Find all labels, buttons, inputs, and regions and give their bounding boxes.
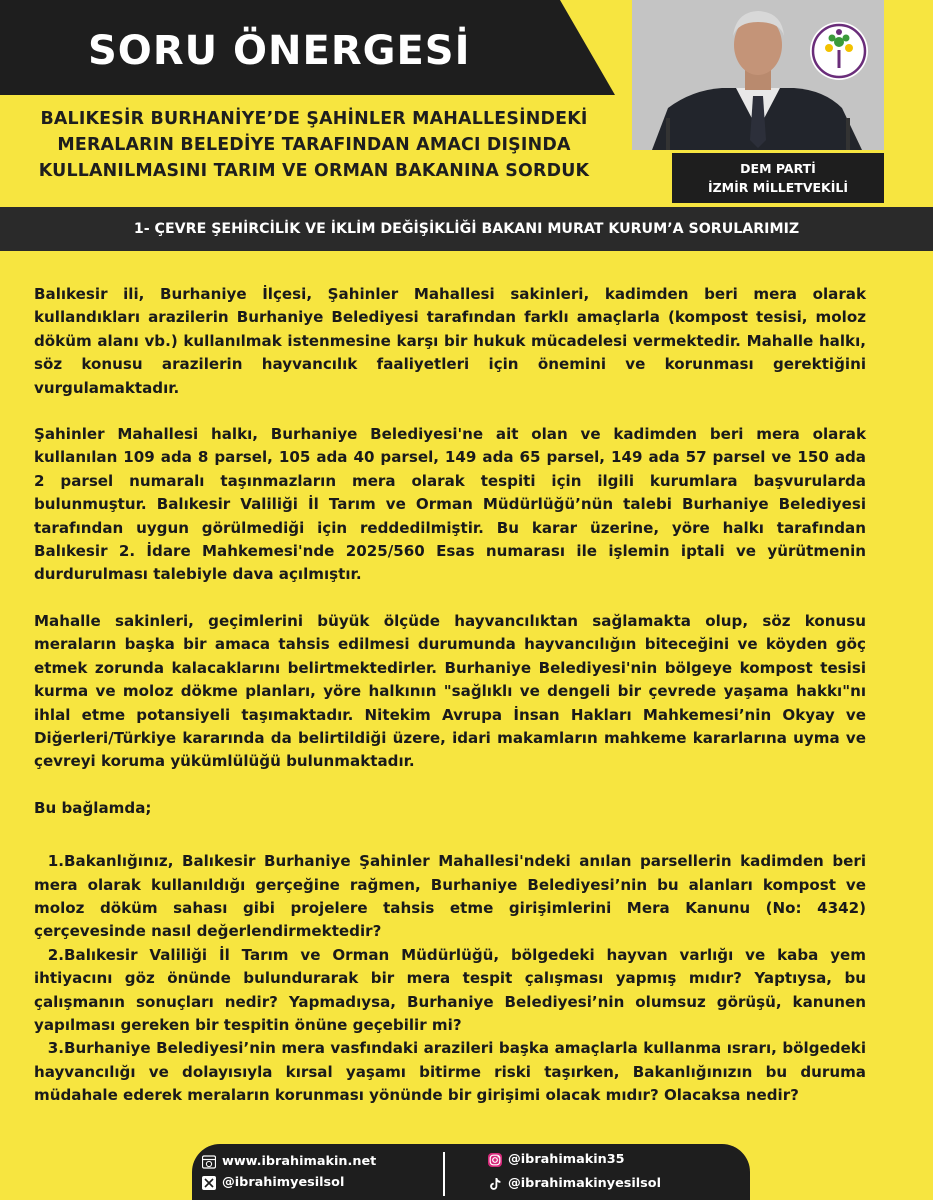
party-logo (808, 20, 870, 82)
footer-contacts (192, 1144, 750, 1200)
question-text: Burhaniye Belediyesi’nin mera vasfındaki arazileri başka amaçlarla kullanma ısrarı, bölgedeki hayvancılığı ve dolayısıyla kırsal yaşamı bitirme riski taşırken, Bakanlığınızın bu duruma müdahale ederek meraların korunması yönünde bir girişimi olacak mıdır? Olacaksa nedir? (34, 1039, 866, 1105)
website-text: www.ibrahimakin.net (222, 1154, 377, 1169)
x-logo-icon (202, 1176, 216, 1190)
instagram-text: @ibrahimakin35 (508, 1152, 625, 1167)
mp-badge (672, 153, 884, 203)
mp-title: İZMİR MİLLETVEKİLİ (707, 180, 849, 195)
question-item (34, 850, 866, 944)
document-body (34, 283, 866, 1108)
globe-icon (202, 1155, 216, 1169)
tiktok-link[interactable] (488, 1176, 661, 1191)
paragraph-1: Balıkesir ili, Burhaniye İlçesi, Şahinler Mahallesi sakinleri, kadimden beri mera olarak kullandıkları arazilerin Burhaniye Belediyesi tarafından farklı amaçlarla (kompost tesisi, moloz döküm alanı vb.) kullanılmak istenmesine karşı bir hukuk mücadelesi vermektedir. Mahalle halkı, söz konusu arazilerin hayvancılık faaliyetleri için önemini ve korunması gerektiğini vurgulamaktadır. (34, 285, 866, 397)
lead-text: Bu bağlamda; (34, 798, 152, 817)
question-number: 3. (47, 1039, 64, 1058)
website-link[interactable] (202, 1154, 376, 1169)
tiktok-icon (488, 1177, 502, 1191)
question-item (34, 944, 866, 1038)
footer-divider (443, 1152, 445, 1196)
question-text: Bakanlığınız, Balıkesir Burhaniye Şahinler Mahallesi'ndeki anılan parsellerin kadimden beri mera olarak kullanıldığı gerçeğine rağmen, Burhaniye Belediyesi’nin bu alanları kompost ve moloz döküm sahası gibi projelere tahsis etme girişimlerini Mera Kanunu (No: 4342) çerçevesinde nasıl değerlendirmektedir? (34, 852, 866, 941)
tiktok-text: @ibrahimakinyesilsol (508, 1176, 661, 1191)
headline-line-1: BALIKESİR BURHANİYE’DE ŞAHİNLER MAHALLESİNDEKİ (40, 109, 588, 129)
headline-line-2: MERALARIN BELEDİYE TARAFINDAN AMACI DIŞINDA (57, 135, 571, 155)
page-title: SORU ÖNERGESİ (88, 28, 471, 74)
question-number: 2. (47, 945, 64, 964)
instagram-link[interactable] (488, 1152, 625, 1167)
subheading-bar: 1- ÇEVRE ŞEHİRCİLİK VE İKLİM DEĞİŞİKLİĞİ BAKANI MURAT KURUM’A SORULARIMIZ (0, 207, 933, 251)
party-name: DEM PARTİ (740, 161, 816, 176)
instagram-icon (488, 1153, 502, 1167)
headline (0, 106, 628, 184)
question-list (34, 850, 866, 1107)
question-text: Balıkesir Valiliği İl Tarım ve Orman Müdürlüğü, bölgedeki hayvan varlığı ve kaba yem ihtiyacını göz önünde bulundurarak bir mera tespit çalışması yapmış mıdır? Yaptıysa, bu çalışmanın sonuçları nedir? Yapmadıysa, Burhaniye Belediyesi’nin olumsuz görüşü, kanunen yapılması gereken bir tespitin önüne geçebilir mi? (34, 945, 866, 1034)
x-link[interactable] (202, 1175, 344, 1190)
paragraph-2: Şahinler Mahallesi halkı, Burhaniye Belediyesi'ne ait olan ve kadimden beri mera olarak kullanılan 109 ada 8 parsel, 105 ada 40 parsel, 149 ada 65 parsel, 149 ada 57 parsel ve 150 ada 2 parsel numaralı taşınmazların mera olarak tespiti için ilgili kurumlara başvurularda bulunmuştur. Balıkesir Valiliği İl Tarım ve Orman Müdürlüğü’nün talebi Burhaniye Belediyesi tarafından uygun görülmediği için reddedilmiştir. Bu karar üzerine, yöre halkı tarafından Balıkesir 2. İdare Mahkemesi'nde 2025/560 Esas numarası ile işlemin iptali ve yürütmenin durdurulması talebiyle dava açılmıştır. (34, 425, 866, 584)
headline-line-3: KULLANILMASINI TARIM VE ORMAN BAKANINA SORDUK (38, 161, 590, 181)
question-item (34, 1037, 866, 1107)
paragraph-3: Mahalle sakinleri, geçimlerini büyük ölçüde hayvancılıktan sağlamakta olup, söz konusu meraların başka bir amaca tahsis edilmesi durumunda hayvancılığın biteceğini ve köyden göç etmek zorunda kalacaklarını belirtmektedirler. Burhaniye Belediyesi'nin bölgeye kompost tesisi kurma ve moloz dökme planları, yöre halkının "sağlıklı ve dengeli bir çevrede yaşama hakkı"nı ihlal etme potansiyeli taşımaktadır. Nitekim Avrupa İnsan Hakları Mahkemesi’nin Okyay ve Diğerleri/Türkiye kararında da belirtildiği üzere, idari makamların mahkeme kararlarına uyma ve çevreyi koruma yükümlülüğü bulunmaktadır. (34, 611, 866, 771)
speaker-photo (632, 0, 884, 150)
question-number: 1. (47, 852, 64, 871)
x-handle-text: @ibrahimyesilsol (222, 1175, 345, 1190)
